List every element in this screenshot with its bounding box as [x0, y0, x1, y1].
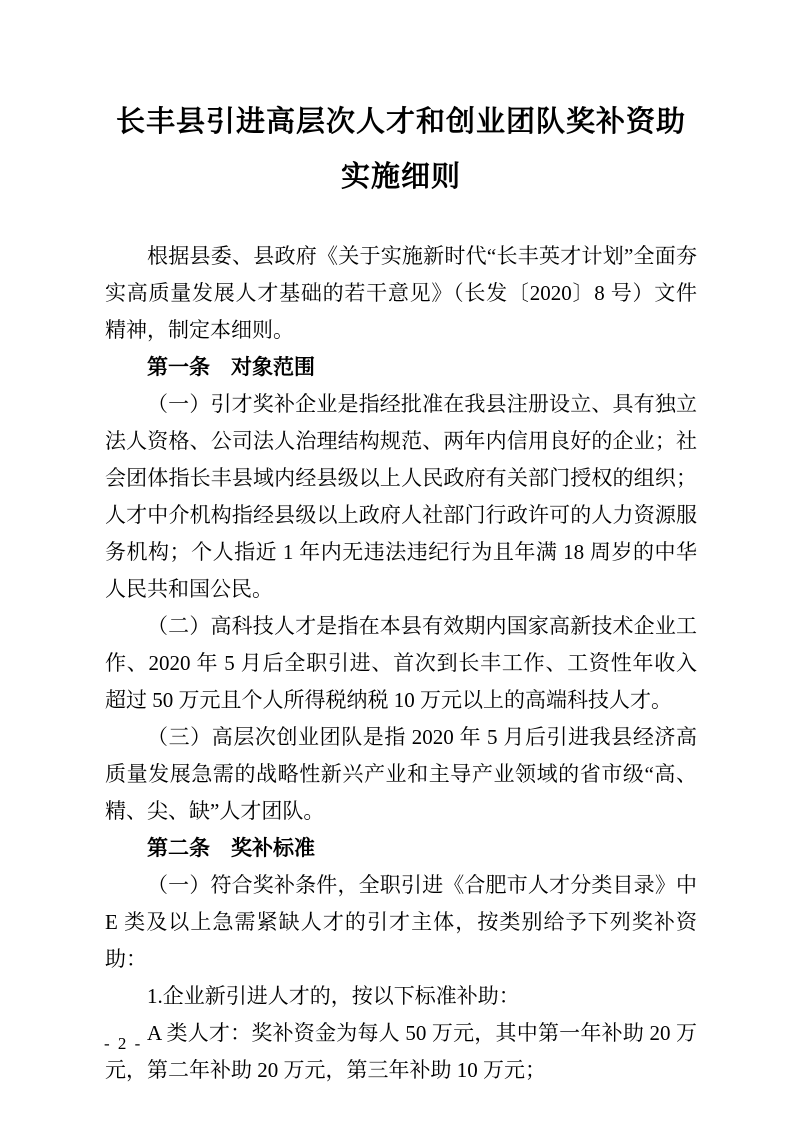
- body-paragraph: 根据县委、县政府《关于实施新时代“长丰英才计划”全面夯实高质量发展人才基础的若干意见》（长发〔2020〕8 号）文件精神，制定本细则。: [105, 244, 697, 342]
- section-heading: 第二条 奖补标准: [147, 837, 315, 860]
- document-title-line2: 实施细则: [340, 161, 461, 193]
- body-paragraph: 1.企业新引进人才的，按以下标准补助：: [147, 984, 520, 1008]
- page-number: - 2 -: [104, 1034, 143, 1053]
- document-title-line1: 长丰县引进高层次人才和创业团队奖补资助: [115, 106, 686, 138]
- document-content: [105, 95, 697, 1089]
- body-paragraph: （三）高层次创业团队是指 2020 年 5 月后引进我县经济高质量发展急需的战略性新兴产业和主导产业领域的省市级“高、精、尖、缺”人才团队。: [105, 725, 697, 823]
- body-paragraph: （一）引才奖补企业是指经批准在我县注册设立、具有独立法人资格、公司法人治理结构规范、两年内信用良好的企业；社会团体指长丰县域内经县级以上人民政府有关部门授权的组织；人才中介机构指经县级以上政府人社部门行政许可的人力资源服务机构；个人指近 1 年内无违法违纪行为且年满 18 周岁的中华人民共和国公民。: [105, 392, 697, 601]
- document-body: [105, 238, 697, 1089]
- body-paragraph: （二）高科技人才是指在本县有效期内国家高新技术企业工作、2020 年 5 月后全职引进、首次到长丰工作、工资性年收入超过 50 万元且个人所得税纳税 10 万元以上的高端科技人才。: [105, 614, 697, 712]
- document-title: [105, 95, 697, 205]
- body-paragraph: A 类人才：奖补资金为每人 50 万元，其中第一年补助 20 万元，第二年补助 20 万元，第三年补助 10 万元；: [105, 1021, 697, 1082]
- body-paragraph: （一）符合奖补条件，全职引进《合肥市人才分类目录》中 E 类及以上急需紧缺人才的引才主体，按类别给予下列奖补资助：: [105, 873, 697, 971]
- section-heading: 第一条 对象范围: [147, 356, 315, 379]
